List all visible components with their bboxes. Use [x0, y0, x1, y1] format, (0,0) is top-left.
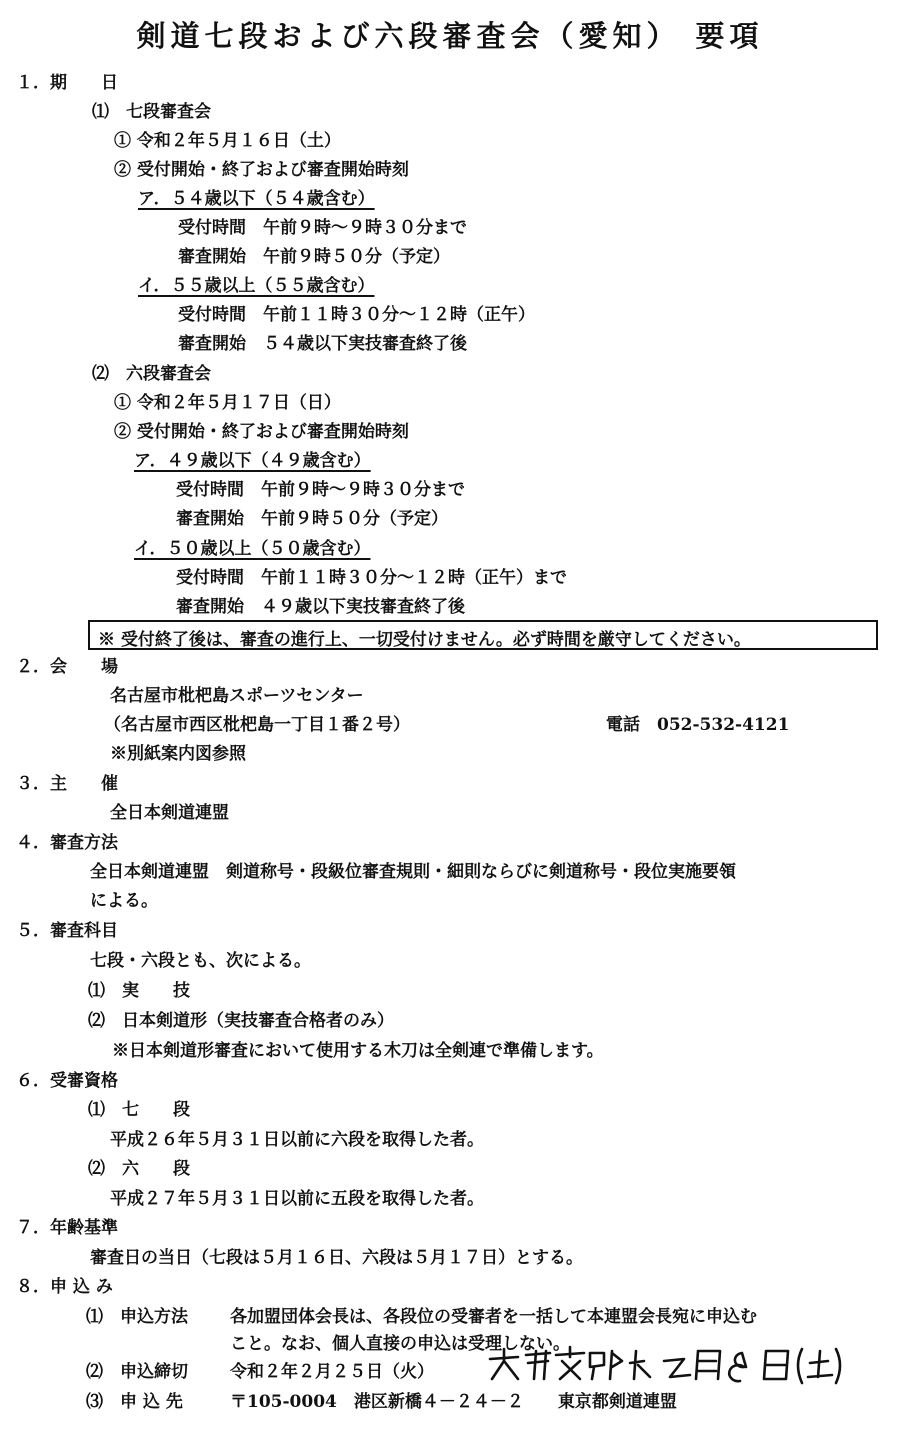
application-method-text-1: 各加盟団体会長は、各段位の受審者を一括して本連盟会長宛に申込む — [230, 1307, 757, 1327]
section-7-heading: ７．年齢基準 — [16, 1218, 118, 1238]
section-8-heading: ８．申 込 み — [16, 1277, 113, 1297]
sixth-dan-group-a-start: 審査開始 午前９時５０分（予定） — [176, 509, 448, 529]
seventh-dan-group-a: ア．５４歳以下（５４歳含む） — [138, 189, 375, 209]
seventh-dan-group-a-reception: 受付時間 午前９時～９時３０分まで — [178, 218, 467, 238]
seventh-dan-reception-heading: ② 受付開始・終了および審査開始時刻 — [114, 160, 409, 180]
application-method-label: ⑴ 申込方法 — [86, 1307, 188, 1327]
handwritten-branch-deadline-note — [484, 1345, 844, 1385]
exam-subject-kata: ⑵ 日本剣道形（実技審査合格者のみ） — [88, 1011, 394, 1031]
exam-method-line-2: による。 — [90, 891, 158, 911]
sixth-dan-group-a-reception: 受付時間 午前９時～９時３０分まで — [176, 480, 465, 500]
application-destination-label: ⑶ 申 込 先 — [86, 1392, 183, 1412]
seventh-dan-group-i-reception: 受付時間 午前１１時３０分～１２時（正午） — [178, 305, 535, 325]
exam-method-line-1: 全日本剣道連盟 剣道称号・段級位審査規則・細則ならびに剣道称号・段位実施要領 — [90, 862, 736, 882]
section-5-heading: ５．審査科目 — [16, 921, 118, 941]
venue-address: （名古屋市西区枇杷島一丁目１番２号） — [104, 715, 410, 735]
sixth-dan-reception-heading: ② 受付開始・終了および審査開始時刻 — [114, 422, 409, 442]
qualification-seventh-dan-text: 平成２６年５月３１日以前に六段を取得した者。 — [110, 1130, 484, 1150]
section-1-heading: １．期 日 — [16, 73, 118, 93]
venue-name: 名古屋市枇杷島スポーツセンター — [110, 686, 364, 706]
venue-map-note: ※別紙案内図参照 — [110, 744, 246, 764]
venue-phone: 電話 052-532-4121 — [606, 715, 790, 735]
qualification-seventh-dan: ⑴ 七 段 — [88, 1100, 190, 1120]
section-3-heading: ３．主 催 — [16, 774, 118, 794]
sixth-dan-date: ① 令和２年５月１７日（日） — [114, 393, 341, 413]
bokken-note: ※日本剣道形審査において使用する木刀は全剣連で準備します。 — [112, 1041, 604, 1061]
qualification-sixth-dan: ⑵ 六 段 — [88, 1159, 190, 1179]
exam-subject-practical: ⑴ 実 技 — [88, 981, 190, 1001]
sixth-dan-heading: ⑵ 六段審査会 — [92, 364, 211, 384]
application-deadline-text: 令和２年２月２５日（火） — [230, 1362, 434, 1382]
sixth-dan-group-a: ア．４９歳以下（４９歳含む） — [134, 451, 371, 471]
age-criteria-text: 審査日の当日（七段は５月１６日、六段は５月１７日）とする。 — [90, 1248, 583, 1268]
application-destination-text: 〒105-0004 港区新橋４－２４－２ 東京都剣道連盟 — [230, 1392, 677, 1412]
seventh-dan-group-i: イ．５５歳以上（５５歳含む） — [138, 276, 375, 296]
document-title: 剣道七段および六段審査会（愛知） 要項 — [136, 19, 764, 53]
reception-notice-box — [88, 620, 878, 650]
sixth-dan-group-i-start: 審査開始 ４９歳以下実技審査終了後 — [176, 597, 465, 617]
section-4-heading: ４．審査方法 — [16, 833, 118, 853]
seventh-dan-group-i-start: 審査開始 ５４歳以下実技審査終了後 — [178, 334, 467, 354]
section-6-heading: ６．受審資格 — [16, 1071, 118, 1091]
application-deadline-label: ⑵ 申込締切 — [86, 1362, 188, 1382]
seventh-dan-heading: ⑴ 七段審査会 — [92, 102, 211, 122]
reception-notice-text: ※ 受付終了後は、審査の進行上、一切受付けません。必ず時間を厳守してください。 — [98, 630, 751, 650]
application-method-text-2: こと。なお、個人直接の申込は受理しない。 — [230, 1334, 570, 1354]
seventh-dan-group-a-start: 審査開始 午前９時５０分（予定） — [178, 247, 450, 267]
exam-subjects-intro: 七段・六段とも、次による。 — [90, 951, 311, 971]
organizer: 全日本剣道連盟 — [110, 803, 229, 823]
seventh-dan-date: ① 令和２年５月１６日（土） — [114, 131, 341, 151]
section-2-heading: ２．会 場 — [16, 657, 118, 677]
sixth-dan-group-i: イ．５０歳以上（５０歳含む） — [134, 539, 371, 559]
qualification-sixth-dan-text: 平成２７年５月３１日以前に五段を取得した者。 — [110, 1189, 484, 1209]
sixth-dan-group-i-reception: 受付時間 午前１１時３０分～１２時（正午）まで — [176, 568, 567, 588]
